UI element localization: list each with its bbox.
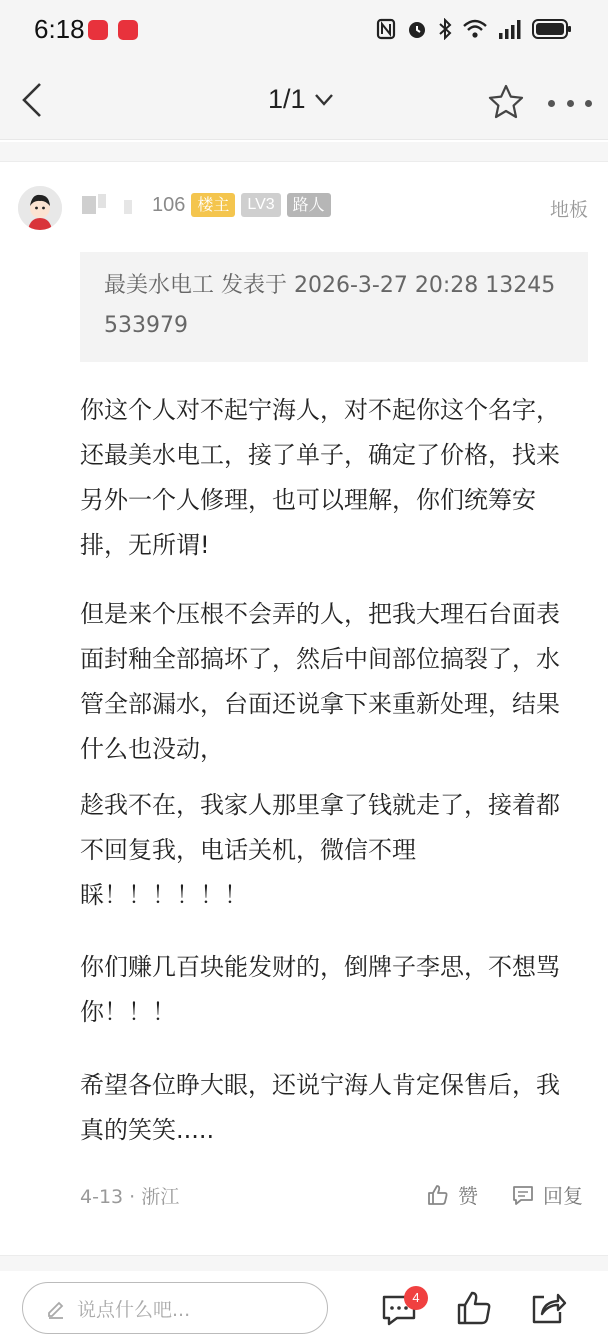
pencil-icon: [45, 1297, 67, 1319]
reply-label: 回复: [543, 1184, 583, 1208]
like-label: 赞: [458, 1184, 478, 1208]
dot-icon: [548, 100, 555, 107]
owner-badge: 楼主: [191, 193, 235, 217]
post-paragraph: 你们赚几百块能发财的，倒牌子李思，不想骂你！！！: [80, 953, 560, 1026]
post-paragraph: 希望各位睁大眼，还说宁海人肯定保售后，我真的笑笑.....: [80, 1071, 560, 1144]
user-info: [80, 192, 331, 218]
favorite-button[interactable]: [486, 82, 526, 122]
comment-input[interactable]: [22, 1282, 328, 1334]
status-bar: [0, 0, 608, 62]
page-selector[interactable]: [268, 84, 334, 115]
dot-icon: [585, 100, 592, 107]
post-meta: 4-13 · 浙江: [80, 1186, 180, 1208]
status-time: 6:18: [34, 14, 85, 44]
chevron-down-icon: [314, 93, 334, 107]
wifi-icon: [462, 18, 488, 40]
dot-icon: [567, 100, 574, 107]
chevron-left-icon: [21, 82, 43, 118]
post-paragraph: 趁我不在，我家人那里拿了钱就走了，接着都不回复我，电话关机，微信不理睬！！！！！！: [80, 791, 560, 909]
post-paragraph: 但是来个压根不会弄的人，把我大理石台面表面封釉全部搞坏了，然后中间部位搞裂了，水管全部漏水，台面还说拿下来重新处理，结果什么也没动，: [80, 600, 560, 763]
bluetooth-icon: [438, 18, 452, 40]
page-indicator: 1/1: [268, 84, 306, 114]
divider: [0, 142, 608, 162]
comment-placeholder: 说点什么吧...: [77, 1298, 191, 1321]
share-icon: [528, 1288, 568, 1328]
divider: [0, 1255, 608, 1271]
quoted-post[interactable]: [80, 252, 588, 362]
top-nav-bar: [0, 62, 608, 140]
signal-icon: [498, 18, 522, 40]
like-post-button[interactable]: [454, 1288, 494, 1328]
reply-button[interactable]: [511, 1180, 583, 1209]
role-badge: 路人: [287, 193, 331, 217]
app-badge-icon: [88, 20, 108, 40]
floor-label: 地板: [549, 199, 588, 221]
star-icon: [486, 82, 526, 122]
user-avatar-icon: [18, 186, 62, 230]
comment-icon: [511, 1183, 535, 1207]
alarm-icon: [406, 18, 428, 40]
post-paragraph: 你这个人对不起宁海人，对不起你这个名字，还最美水电工，接了单子，确定了价格，找来另外一个人修理，也可以理解，你们统筹安排，无所谓!: [80, 396, 560, 559]
avatar[interactable]: [18, 186, 62, 230]
app-badge-icon: [118, 20, 138, 40]
nfc-icon: [376, 18, 396, 40]
share-button[interactable]: [528, 1288, 568, 1328]
back-button[interactable]: [12, 78, 52, 122]
username[interactable]: 106: [152, 193, 186, 216]
quote-text: 最美水电工 发表于 2026-3-27 20:28 13245533979: [104, 273, 556, 338]
status-icons: [376, 18, 572, 40]
more-options-button[interactable]: [548, 88, 592, 118]
thumbs-up-icon: [454, 1288, 494, 1328]
battery-icon: [532, 18, 572, 40]
level-badge: LV3: [241, 193, 280, 217]
like-button[interactable]: [426, 1180, 478, 1209]
thumbs-up-icon: [426, 1183, 450, 1207]
comment-count-badge: 4: [404, 1286, 428, 1310]
username-blur-icon: [80, 192, 146, 218]
